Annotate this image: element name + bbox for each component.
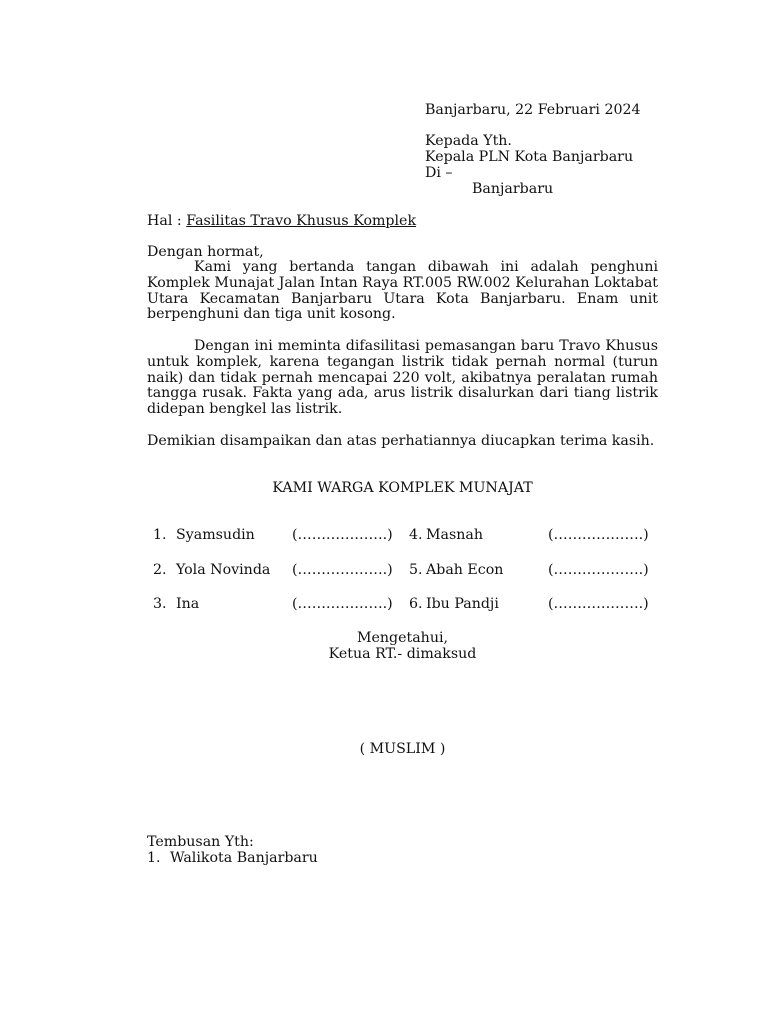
recipient-city: Banjarbaru	[472, 181, 554, 197]
greeting: Dengan hormat,	[147, 244, 264, 260]
acknowledged-label: Mengetahui,	[356, 630, 449, 646]
subject-label: Hal :	[147, 213, 182, 229]
paragraph-2: Dengan ini meminta difasilitasi pemasangan baru Travo Khusus untuk komplek, karena tegangan listrik tidak pernah normal (turun naik) dan tidak pernah mencapai 220 volt, akibatnya peralatan rumah tangga rusak. Fakta yang ada, arus listrik disalurkan dari tiang listrik didepan bengkel las listrik.	[147, 338, 658, 418]
signer-number: 1.	[153, 527, 167, 543]
signer-name: Ina	[176, 596, 200, 612]
cc-number: 1.	[147, 850, 161, 866]
recipient-greeting: Kepada Yth.	[425, 133, 512, 149]
signature-blank: (……………….)	[548, 596, 649, 612]
signature-blank: (……………….)	[292, 527, 393, 543]
signers-heading: KAMI WARGA KOMPLEK MUNAJAT	[272, 480, 533, 496]
closing-line: Demikian disampaikan dan atas perhatiannya diucapkan terima kasih.	[147, 433, 655, 449]
signer-name: Ibu Pandji	[426, 596, 499, 612]
signer-number: 2.	[153, 562, 167, 578]
signature-blank: (……………….)	[292, 562, 393, 578]
signature-blank: (……………….)	[548, 527, 649, 543]
recipient-di: Di –	[425, 165, 453, 181]
signer-number: 6.	[409, 596, 423, 612]
signer-name: Yola Novinda	[176, 562, 271, 578]
signer-name: Abah Econ	[426, 562, 504, 578]
signer-name: Masnah	[426, 527, 483, 543]
rt-head-name: ( MUSLIM )	[359, 741, 446, 757]
paragraph-1: Kami yang bertanda tangan dibawah ini adalah penghuni Komplek Munajat Jalan Intan Raya RT.005 RW.002 Kelurahan Loktabat Utara Kecamatan Banjarbaru Utara Kota Banjarbaru. Enam unit berpenghuni dan tiga unit kosong.	[147, 259, 658, 323]
place-date: Banjarbaru, 22 Februari 2024	[425, 102, 641, 118]
signer-number: 3.	[153, 596, 167, 612]
rt-head-label: Ketua RT.- dimaksud	[328, 646, 477, 662]
subject-line	[147, 213, 416, 229]
signer-number: 5.	[409, 562, 423, 578]
cc-heading: Tembusan Yth:	[147, 834, 254, 850]
signature-blank: (……………….)	[548, 562, 649, 578]
signature-blank: (……………….)	[292, 596, 393, 612]
subject-text: Fasilitas Travo Khusus Komplek	[186, 213, 417, 229]
recipient-name: Kepala PLN Kota Banjarbaru	[425, 149, 634, 165]
signer-name: Syamsudin	[176, 527, 255, 543]
cc-recipient: Walikota Banjarbaru	[170, 850, 318, 866]
signer-number: 4.	[409, 527, 423, 543]
